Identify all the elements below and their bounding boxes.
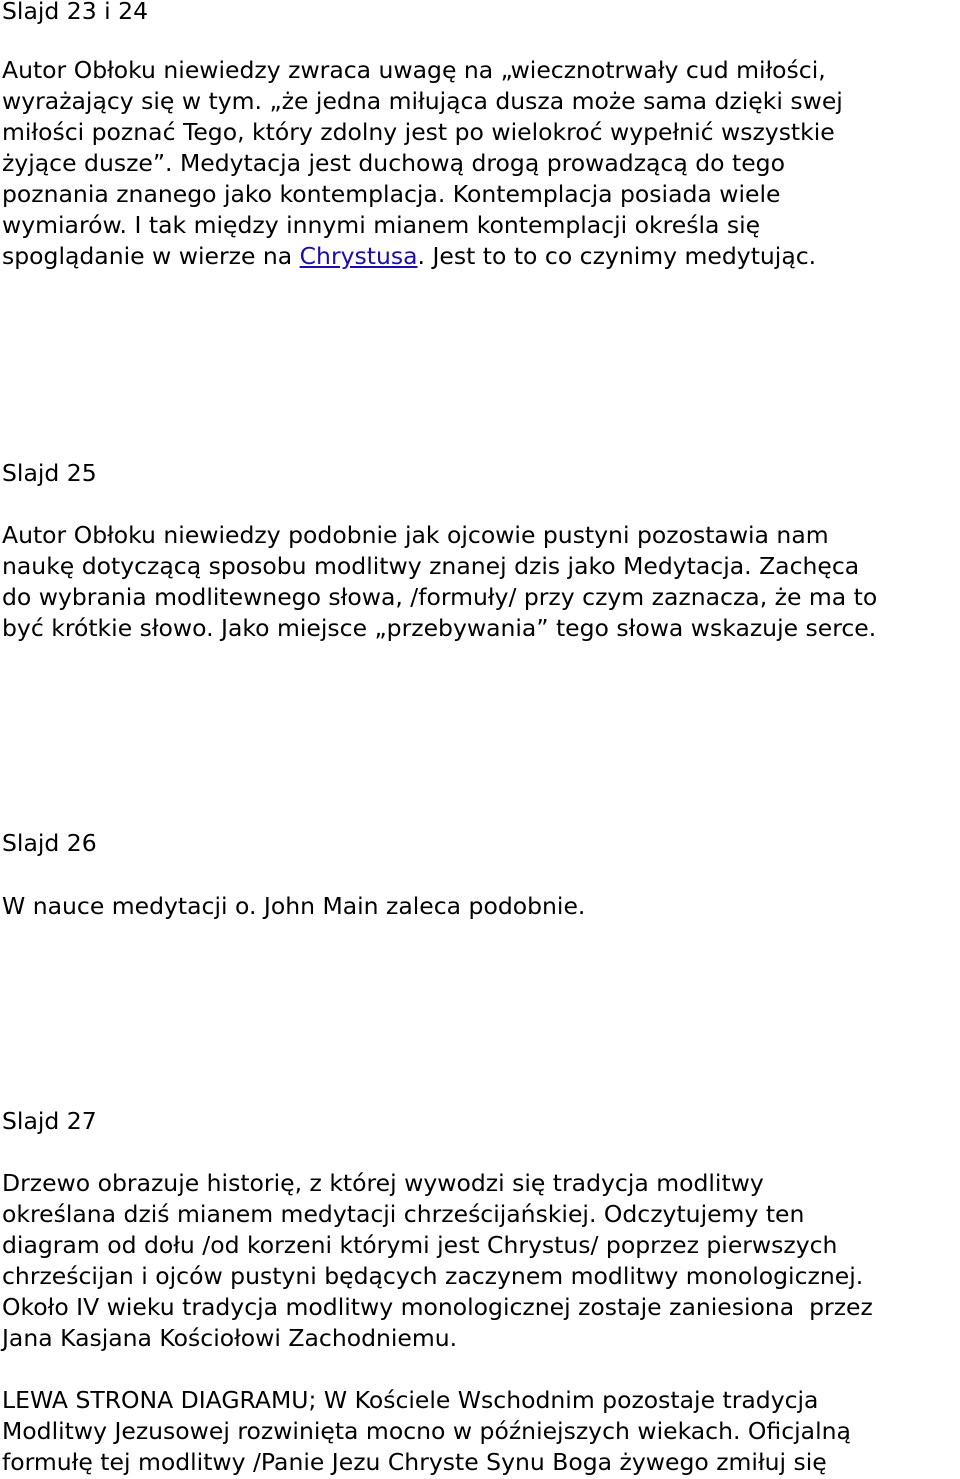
text-line: do wybrania modlitewnego słowa, /formuły/ przy czym zaznacza, że ma to [2, 583, 878, 611]
chrystusa-link[interactable]: Chrystusa [299, 242, 418, 270]
text-line: W nauce medytacji o. John Main zaleca podobnie. [2, 892, 586, 920]
text-line: Modlitwy Jezusowej rozwinięta mocno w późniejszych wiekach. Oficjalną [2, 1417, 851, 1445]
paragraph-slide-27 [2, 1168, 958, 1354]
paragraph-slide-26 [2, 891, 958, 922]
text-line: wyrażający się w tym. „że jedna miłująca dusza może sama dzięki swej [2, 87, 843, 115]
paragraph-slide-23-24 [2, 55, 958, 272]
text-fragment: spoglądanie w wierze na [2, 242, 300, 270]
text-line: chrześcijan i ojców pustyni będących zaczynem modlitwy monologicznej. [2, 1262, 864, 1290]
text-line: miłości poznać Tego, który zdolny jest po wielokroć wypełnić wszystkie [2, 118, 835, 146]
text-line: Autor Obłoku niewiedzy podobnie jak ojcowie pustyni pozostawia nam [2, 521, 829, 549]
text-line: Drzewo obrazuje historię, z której wywodzi się tradycja modlitwy [2, 1169, 764, 1197]
text-line: naukę dotyczącą sposobu modlitwy znanej dzis jako Medytacja. Zachęca [2, 552, 860, 580]
text-line: diagram od dołu /od korzeni którymi jest Chrystus/ poprzez pierwszych [2, 1231, 838, 1259]
text-line: określana dziś mianem medytacji chrześcijańskiej. Odczytujemy ten [2, 1200, 805, 1228]
text-line: Jana Kasjana Kościołowi Zachodniemu. [2, 1324, 458, 1352]
paragraph-slide-27-left-side [2, 1385, 958, 1478]
heading-slide-27: Slajd 27 [2, 1107, 97, 1135]
paragraph-slide-25 [2, 520, 958, 644]
text-line: LEWA STRONA DIAGRAMU; W Kościele Wschodnim pozostaje tradycja [2, 1386, 819, 1414]
text-line: Około IV wieku tradycja modlitwy monologicznej zostaje zaniesiona przez [2, 1293, 873, 1321]
text-line-with-link [2, 241, 958, 272]
text-line: poznania znanego jako kontemplacja. Kontemplacja posiada wiele [2, 180, 781, 208]
heading-slide-25: Slajd 25 [2, 459, 97, 487]
heading-slide-26: Slajd 26 [2, 829, 97, 857]
text-line: być krótkie słowo. Jako miejsce „przebywania” tego słowa wskazuje serce. [2, 614, 877, 642]
text-line: Autor Obłoku niewiedzy zwraca uwagę na „wiecznotrwały cud miłości, [2, 56, 826, 84]
text-fragment: . Jest to to co czynimy medytując. [417, 242, 817, 270]
text-line: formułę tej modlitwy /Panie Jezu Chryste Synu Boga żywego zmiłuj się [2, 1448, 827, 1476]
heading-slide-23-24: Slajd 23 i 24 [2, 0, 149, 25]
text-line: wymiarów. I tak między innymi mianem kontemplacji określa się [2, 211, 761, 239]
text-line: żyjące dusze”. Medytacja jest duchową drogą prowadzącą do tego [2, 149, 785, 177]
